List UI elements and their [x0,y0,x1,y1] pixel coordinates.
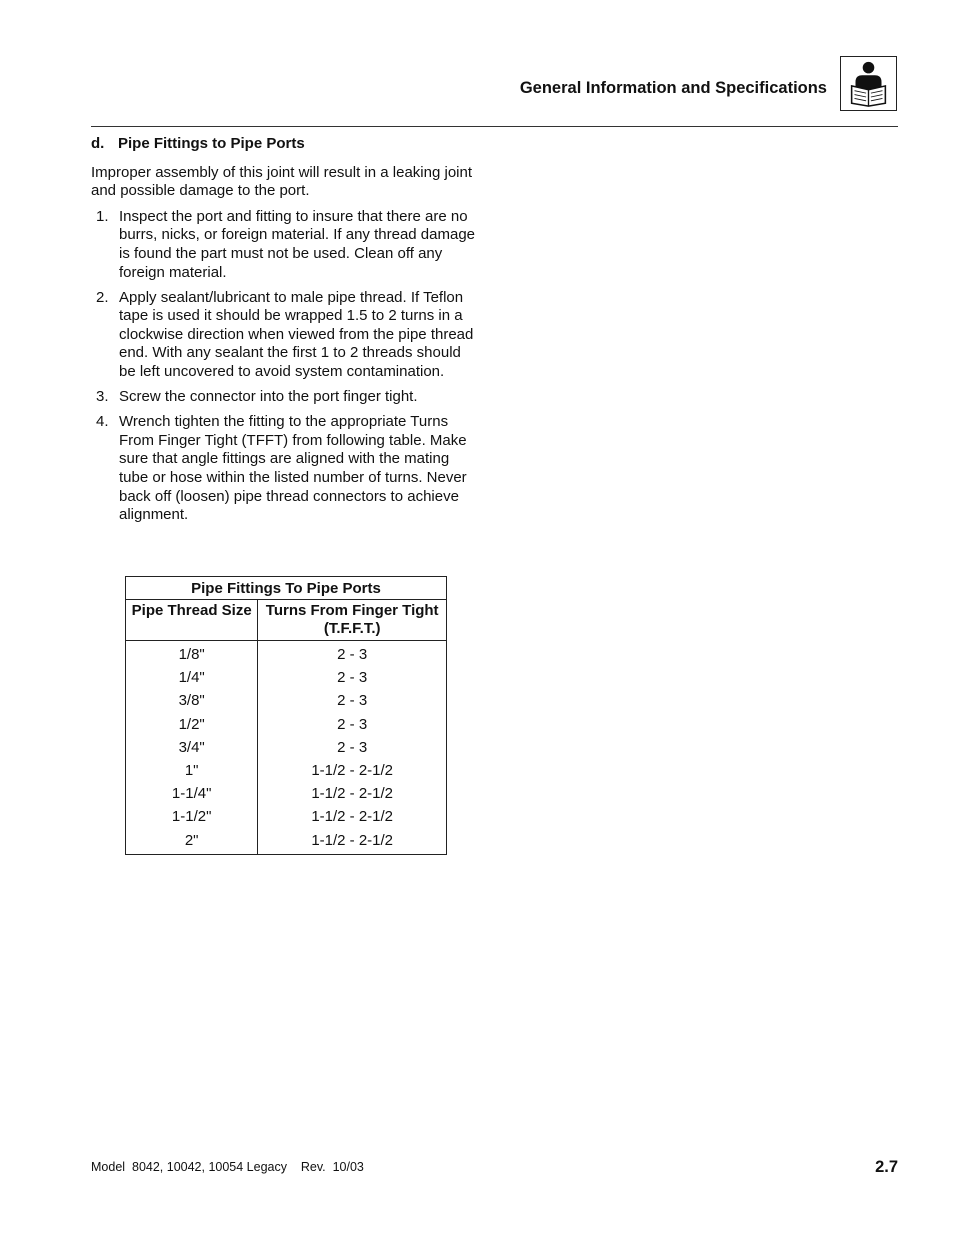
page-header-title: General Information and Specifications [519,79,827,97]
step-text: Inspect the port and fitting to insure that there are no burrs, nicks, or foreign material. If any thread damage is found the part must not be used. Clean off any foreign material. [119,207,476,281]
turns-cell: 1-1/2 - 2-1/2 [258,829,447,855]
table-caption: Pipe Fittings To Pipe Ports [126,577,447,600]
step-number: 4. [96,413,109,431]
thread-size-cell: 3/4" [126,736,258,759]
column-header-turns-line2: (T.F.F.T.) [323,620,381,637]
thread-size-cell: 2" [126,829,258,855]
thread-size-cell: 1/8" [126,641,258,667]
turns-cell: 2 - 3 [258,713,447,736]
turns-cell: 2 - 3 [258,736,447,759]
turns-cell: 2 - 3 [258,666,447,689]
table-row [126,689,447,712]
section-letter: d. [91,135,105,152]
column-header-turns [258,600,447,641]
step-number: 2. [96,288,109,306]
table-row [126,829,447,855]
table-row [126,666,447,689]
section-content [91,135,481,531]
table-row [126,759,447,782]
column-header-thread-size: Pipe Thread Size [126,600,258,641]
step-text: Wrench tighten the fitting to the appropriate Turns From Finger Tight (TFFT) from following table. Make sure that angle fittings are aligned with the mating tube or hose within the listed number of turns. Never back off (loosen) pipe thread connectors to achieve alignment. [119,413,467,524]
turns-cell: 2 - 3 [258,641,447,667]
read-manual-icon [840,56,897,111]
step-number: 1. [96,207,109,225]
turns-cell: 1-1/2 - 2-1/2 [258,782,447,805]
section-heading [91,135,481,154]
step-item [91,208,481,282]
footer-model-revision: Model 8042, 10042, 10054 Legacy Rev. 10/03 [91,1160,364,1174]
thread-size-cell: 3/8" [126,689,258,712]
section-intro: Improper assembly of this joint will result in a leaking joint and possible damage to the port. [91,163,472,200]
step-item [91,413,481,525]
thread-size-cell: 1/2" [126,713,258,736]
table-row [126,713,447,736]
step-item [91,289,481,382]
turns-cell: 1-1/2 - 2-1/2 [258,805,447,828]
table-row [126,805,447,828]
table-row [126,736,447,759]
turns-cell: 1-1/2 - 2-1/2 [258,759,447,782]
thread-size-cell: 1" [126,759,258,782]
steps-list [91,208,481,525]
header-divider [91,126,898,127]
step-item [91,388,481,407]
step-number: 3. [96,388,109,406]
pipe-fittings-table [125,576,447,855]
table-row [126,641,447,667]
thread-size-cell: 1-1/2" [126,805,258,828]
turns-cell: 2 - 3 [258,689,447,712]
thread-size-cell: 1-1/4" [126,782,258,805]
step-text: Apply sealant/lubricant to male pipe thread. If Teflon tape is used it should be wrapped 1.5 to 2 turns in a clockwise direction when viewed from the pipe thread end. With any sealant the first 1 to 2 threads should be left uncovered to avoid system contamination. [119,288,474,381]
column-header-turns-line1: Turns From Finger Tight [265,602,439,619]
table-row [126,782,447,805]
page-number: 2.7 [875,1158,898,1176]
section-heading-text: Pipe Fittings to Pipe Ports [118,135,305,152]
thread-size-cell: 1/4" [126,666,258,689]
step-text: Screw the connector into the port finger tight. [119,388,418,406]
